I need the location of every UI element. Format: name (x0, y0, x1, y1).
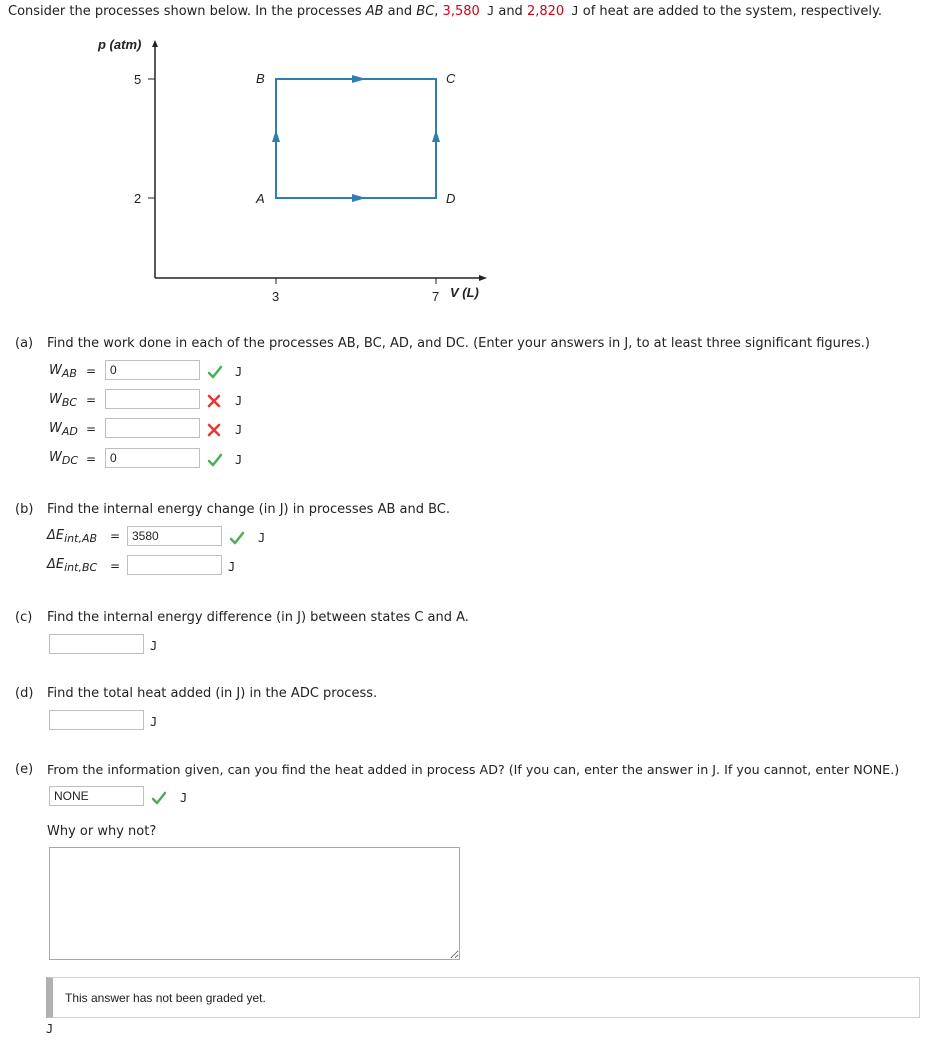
de-int-ab-label: $\Delta E_{int,AB}$ (47, 528, 98, 545)
point-a-label: A (256, 191, 265, 206)
part-b-label: (b) (15, 502, 34, 517)
arrow-dc-icon (432, 130, 440, 142)
part-e-label: (e) (15, 762, 34, 777)
part-d-question: Find the total heat added (in J) in the ADC process. (47, 686, 378, 701)
de-int-ab-input[interactable] (127, 526, 222, 546)
point-d-label: D (446, 191, 456, 206)
part-b-question: Find the internal energy change (in J) in processes AB and BC. (47, 502, 451, 517)
cross-icon (206, 393, 222, 409)
y-axis-label: p (atm) (98, 37, 142, 52)
y-tick-2: 2 (134, 191, 142, 206)
part-d-input[interactable] (49, 710, 144, 730)
arrow-ad-icon (352, 194, 366, 202)
part-a-label: (a) (15, 336, 34, 351)
check-icon (229, 530, 245, 546)
x-axis-label: V (L) (450, 285, 479, 300)
check-icon (207, 452, 223, 468)
heat-bc-value: 2,820 (526, 4, 565, 19)
check-icon (207, 364, 223, 380)
cross-icon (206, 422, 222, 438)
de-int-bc-label: $\Delta E_{int,BC}$ (47, 557, 98, 574)
pv-diagram (0, 0, 949, 320)
w-dc-label: $W_{DC}$ (49, 450, 79, 467)
heat-ab-value: 3,580 (442, 4, 480, 19)
y-axis-arrow-icon (152, 40, 158, 47)
check-icon (151, 790, 167, 806)
w-ad-input[interactable] (105, 418, 200, 438)
x-tick-3: 3 (272, 289, 280, 304)
w-bc-input[interactable] (105, 389, 200, 409)
w-ab-label: $W_{AB}$ (49, 363, 77, 380)
w-ad-label: $W_{AD}$ (49, 421, 78, 438)
why-textarea[interactable] (49, 847, 460, 960)
part-c-label: (c) (15, 610, 33, 625)
process-cycle (276, 79, 436, 198)
part-d-label: (d) (15, 686, 34, 701)
part-c-question: Find the internal energy difference (in J) between states C and A. (47, 610, 469, 625)
trailing-unit: J (46, 1022, 54, 1036)
grading-notice: This answer has not been graded yet. (46, 977, 920, 1018)
w-dc-input[interactable] (105, 448, 200, 468)
part-e-input[interactable] (49, 786, 144, 806)
w-ab-input[interactable] (105, 360, 200, 380)
why-label: Why or why not? (47, 824, 157, 839)
point-b-label: B (256, 71, 265, 86)
x-axis-arrow-icon (479, 275, 487, 281)
problem-intro: Consider the processes shown below. In the processes AB and BC, 3,580 J and 2,820 J of heat are added to the system, respectively. (8, 4, 882, 19)
x-tick-7: 7 (432, 289, 440, 304)
part-a-question: Find the work done in each of the processes AB, BC, AD, and DC. (Enter your answers in J, to at least three significant figures.) (47, 336, 870, 351)
y-tick-5: 5 (134, 72, 142, 87)
w-bc-label: $W_{BC}$ (49, 392, 78, 409)
part-c-input[interactable] (49, 634, 144, 654)
arrow-ab-icon (272, 130, 280, 142)
point-c-label: C (446, 71, 456, 86)
de-int-bc-input[interactable] (127, 555, 222, 575)
part-e-question: From the information given, can you find the heat added in process AD? (If you can, enter the answer in J. If you cannot, enter NONE.) (47, 762, 900, 777)
arrow-bc-icon (352, 75, 366, 83)
